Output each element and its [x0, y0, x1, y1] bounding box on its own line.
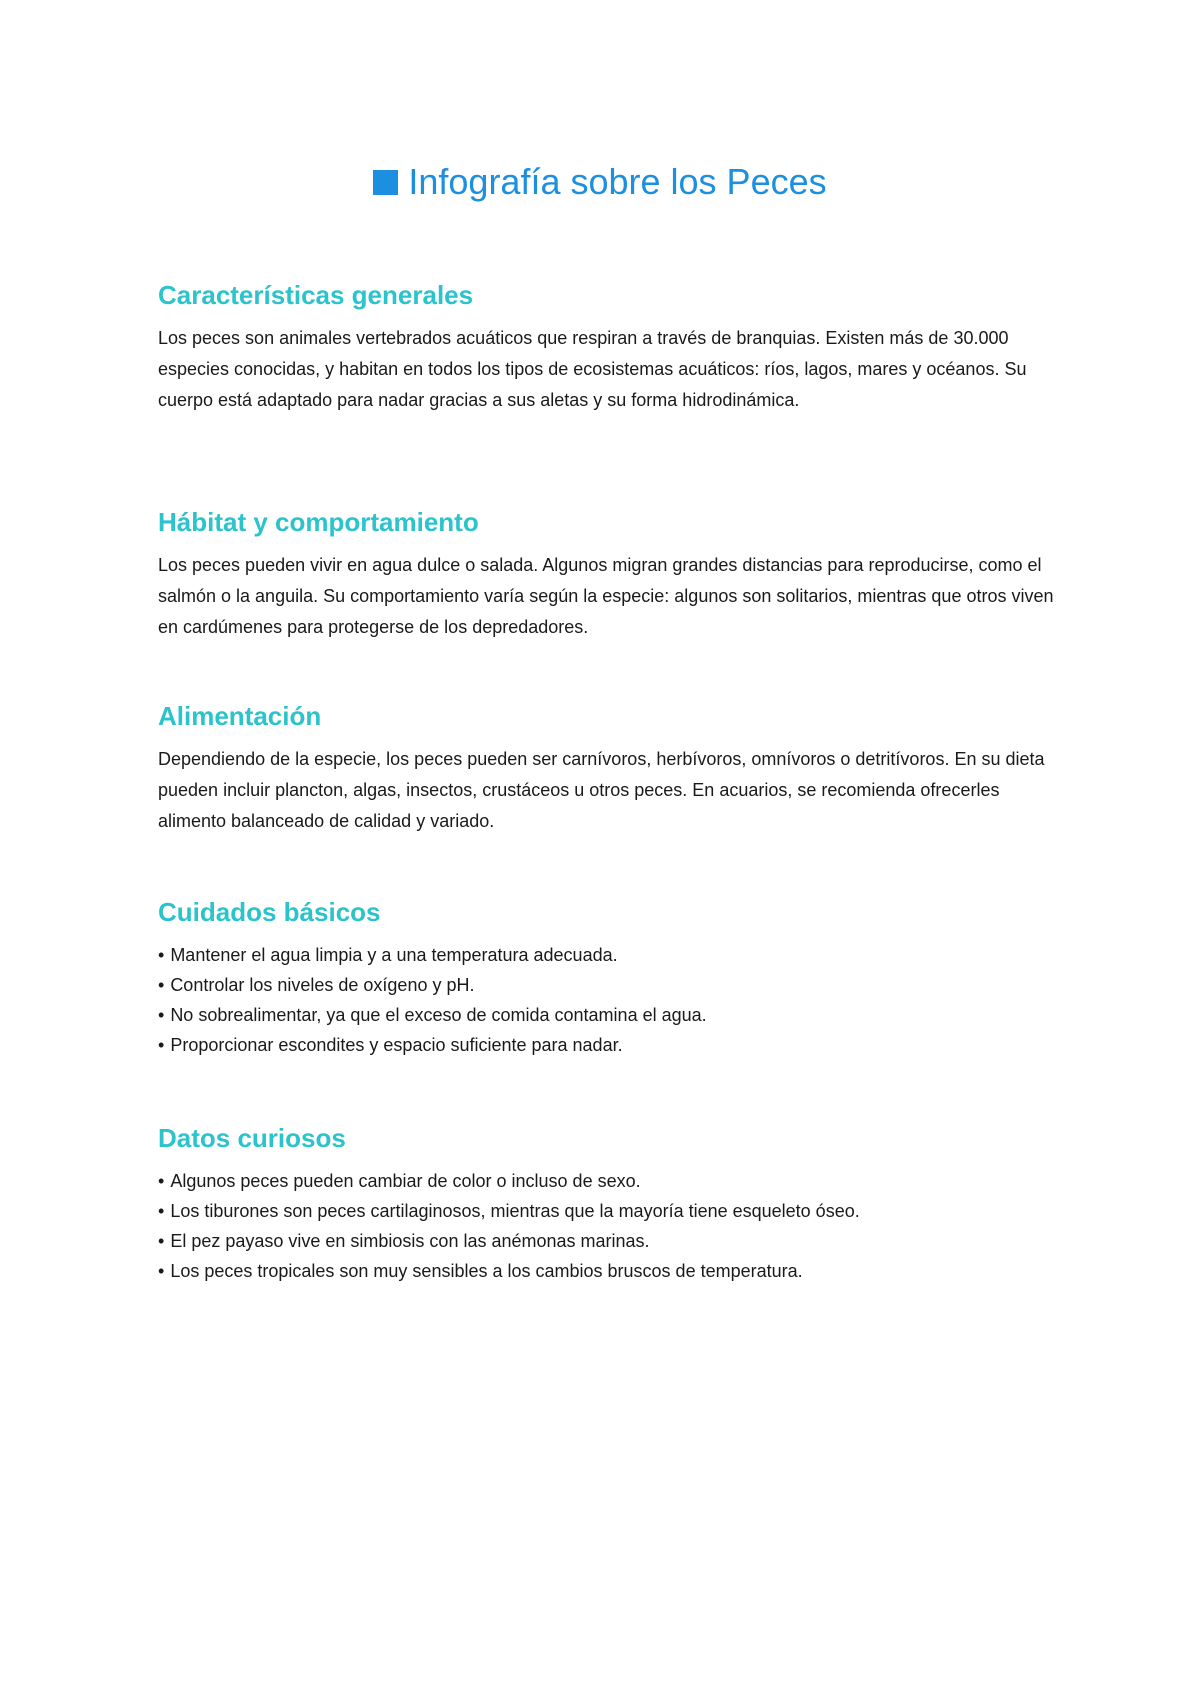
list-item-text: Los peces tropicales son muy sensibles a los cambios bruscos de temperatura.	[170, 1261, 803, 1281]
list-item	[158, 1196, 1058, 1226]
bullet-icon: •	[158, 975, 165, 995]
section-heading: Características generales	[158, 280, 474, 310]
list-item	[158, 1030, 1058, 1060]
list-item-text: No sobrealimentar, ya que el exceso de comida contamina el agua.	[170, 1005, 707, 1025]
list-item	[158, 970, 1058, 1000]
list-item-text: Algunos peces pueden cambiar de color o incluso de sexo.	[170, 1171, 641, 1191]
section-heading: Alimentación	[158, 701, 322, 731]
section-heading: Datos curiosos	[158, 1123, 346, 1153]
list-item-text: Los tiburones son peces cartilaginosos, mientras que la mayoría tiene esqueleto óseo.	[170, 1201, 860, 1221]
bullet-icon: •	[158, 1201, 165, 1221]
bullet-icon: •	[158, 1261, 165, 1281]
section-paragraph: Dependiendo de la especie, los peces pueden ser carnívoros, herbívoros, omnívoros o detritívoros. En su dieta pueden incluir plancton, algas, insectos, crustáceos u otros peces. En acuarios, se recomienda ofrecerles alimento balanceado de calidad y variado.	[158, 749, 1045, 831]
list-item	[158, 1226, 1058, 1256]
section-caracteristicas	[158, 277, 1058, 416]
bullet-list	[158, 940, 1058, 1060]
section-datos-curiosos	[158, 1120, 1058, 1286]
section-heading: Cuidados básicos	[158, 897, 381, 927]
list-item	[158, 940, 1058, 970]
list-item-text: El pez payaso vive en simbiosis con las anémonas marinas.	[170, 1231, 650, 1251]
bullet-icon: •	[158, 945, 165, 965]
list-item	[158, 1256, 1058, 1286]
list-item-text: Proporcionar escondites y espacio suficiente para nadar.	[170, 1035, 623, 1055]
page-title-text: Infografía sobre los Peces	[408, 161, 827, 202]
section-paragraph: Los peces son animales vertebrados acuáticos que respiran a través de branquias. Existen más de 30.000 especies conocidas, y habitan en todos los tipos de ecosistemas acuáticos: ríos, lagos, mares y océanos. Su cuerpo está adaptado para nadar gracias a sus aletas y su forma hidrodinámica.	[158, 328, 1027, 410]
section-paragraph: Los peces pueden vivir en agua dulce o salada. Algunos migran grandes distancias para reproducirse, como el salmón o la anguila. Su comportamiento varía según la especie: algunos son solitarios, mientras que otros viven en cardúmenes para protegerse de los depredadores.	[158, 555, 1054, 637]
bullet-list	[158, 1166, 1058, 1286]
page-title	[0, 158, 1200, 206]
blue-square-icon	[373, 170, 398, 195]
section-heading: Hábitat y comportamiento	[158, 507, 479, 537]
list-item	[158, 1166, 1058, 1196]
bullet-icon: •	[158, 1231, 165, 1251]
bullet-icon: •	[158, 1035, 165, 1055]
list-item	[158, 1000, 1058, 1030]
bullet-icon: •	[158, 1171, 165, 1191]
bullet-icon: •	[158, 1005, 165, 1025]
section-habitat	[158, 504, 1058, 643]
section-cuidados	[158, 894, 1058, 1060]
section-alimentacion	[158, 698, 1058, 837]
list-item-text: Mantener el agua limpia y a una temperatura adecuada.	[170, 945, 618, 965]
list-item-text: Controlar los niveles de oxígeno y pH.	[170, 975, 475, 995]
